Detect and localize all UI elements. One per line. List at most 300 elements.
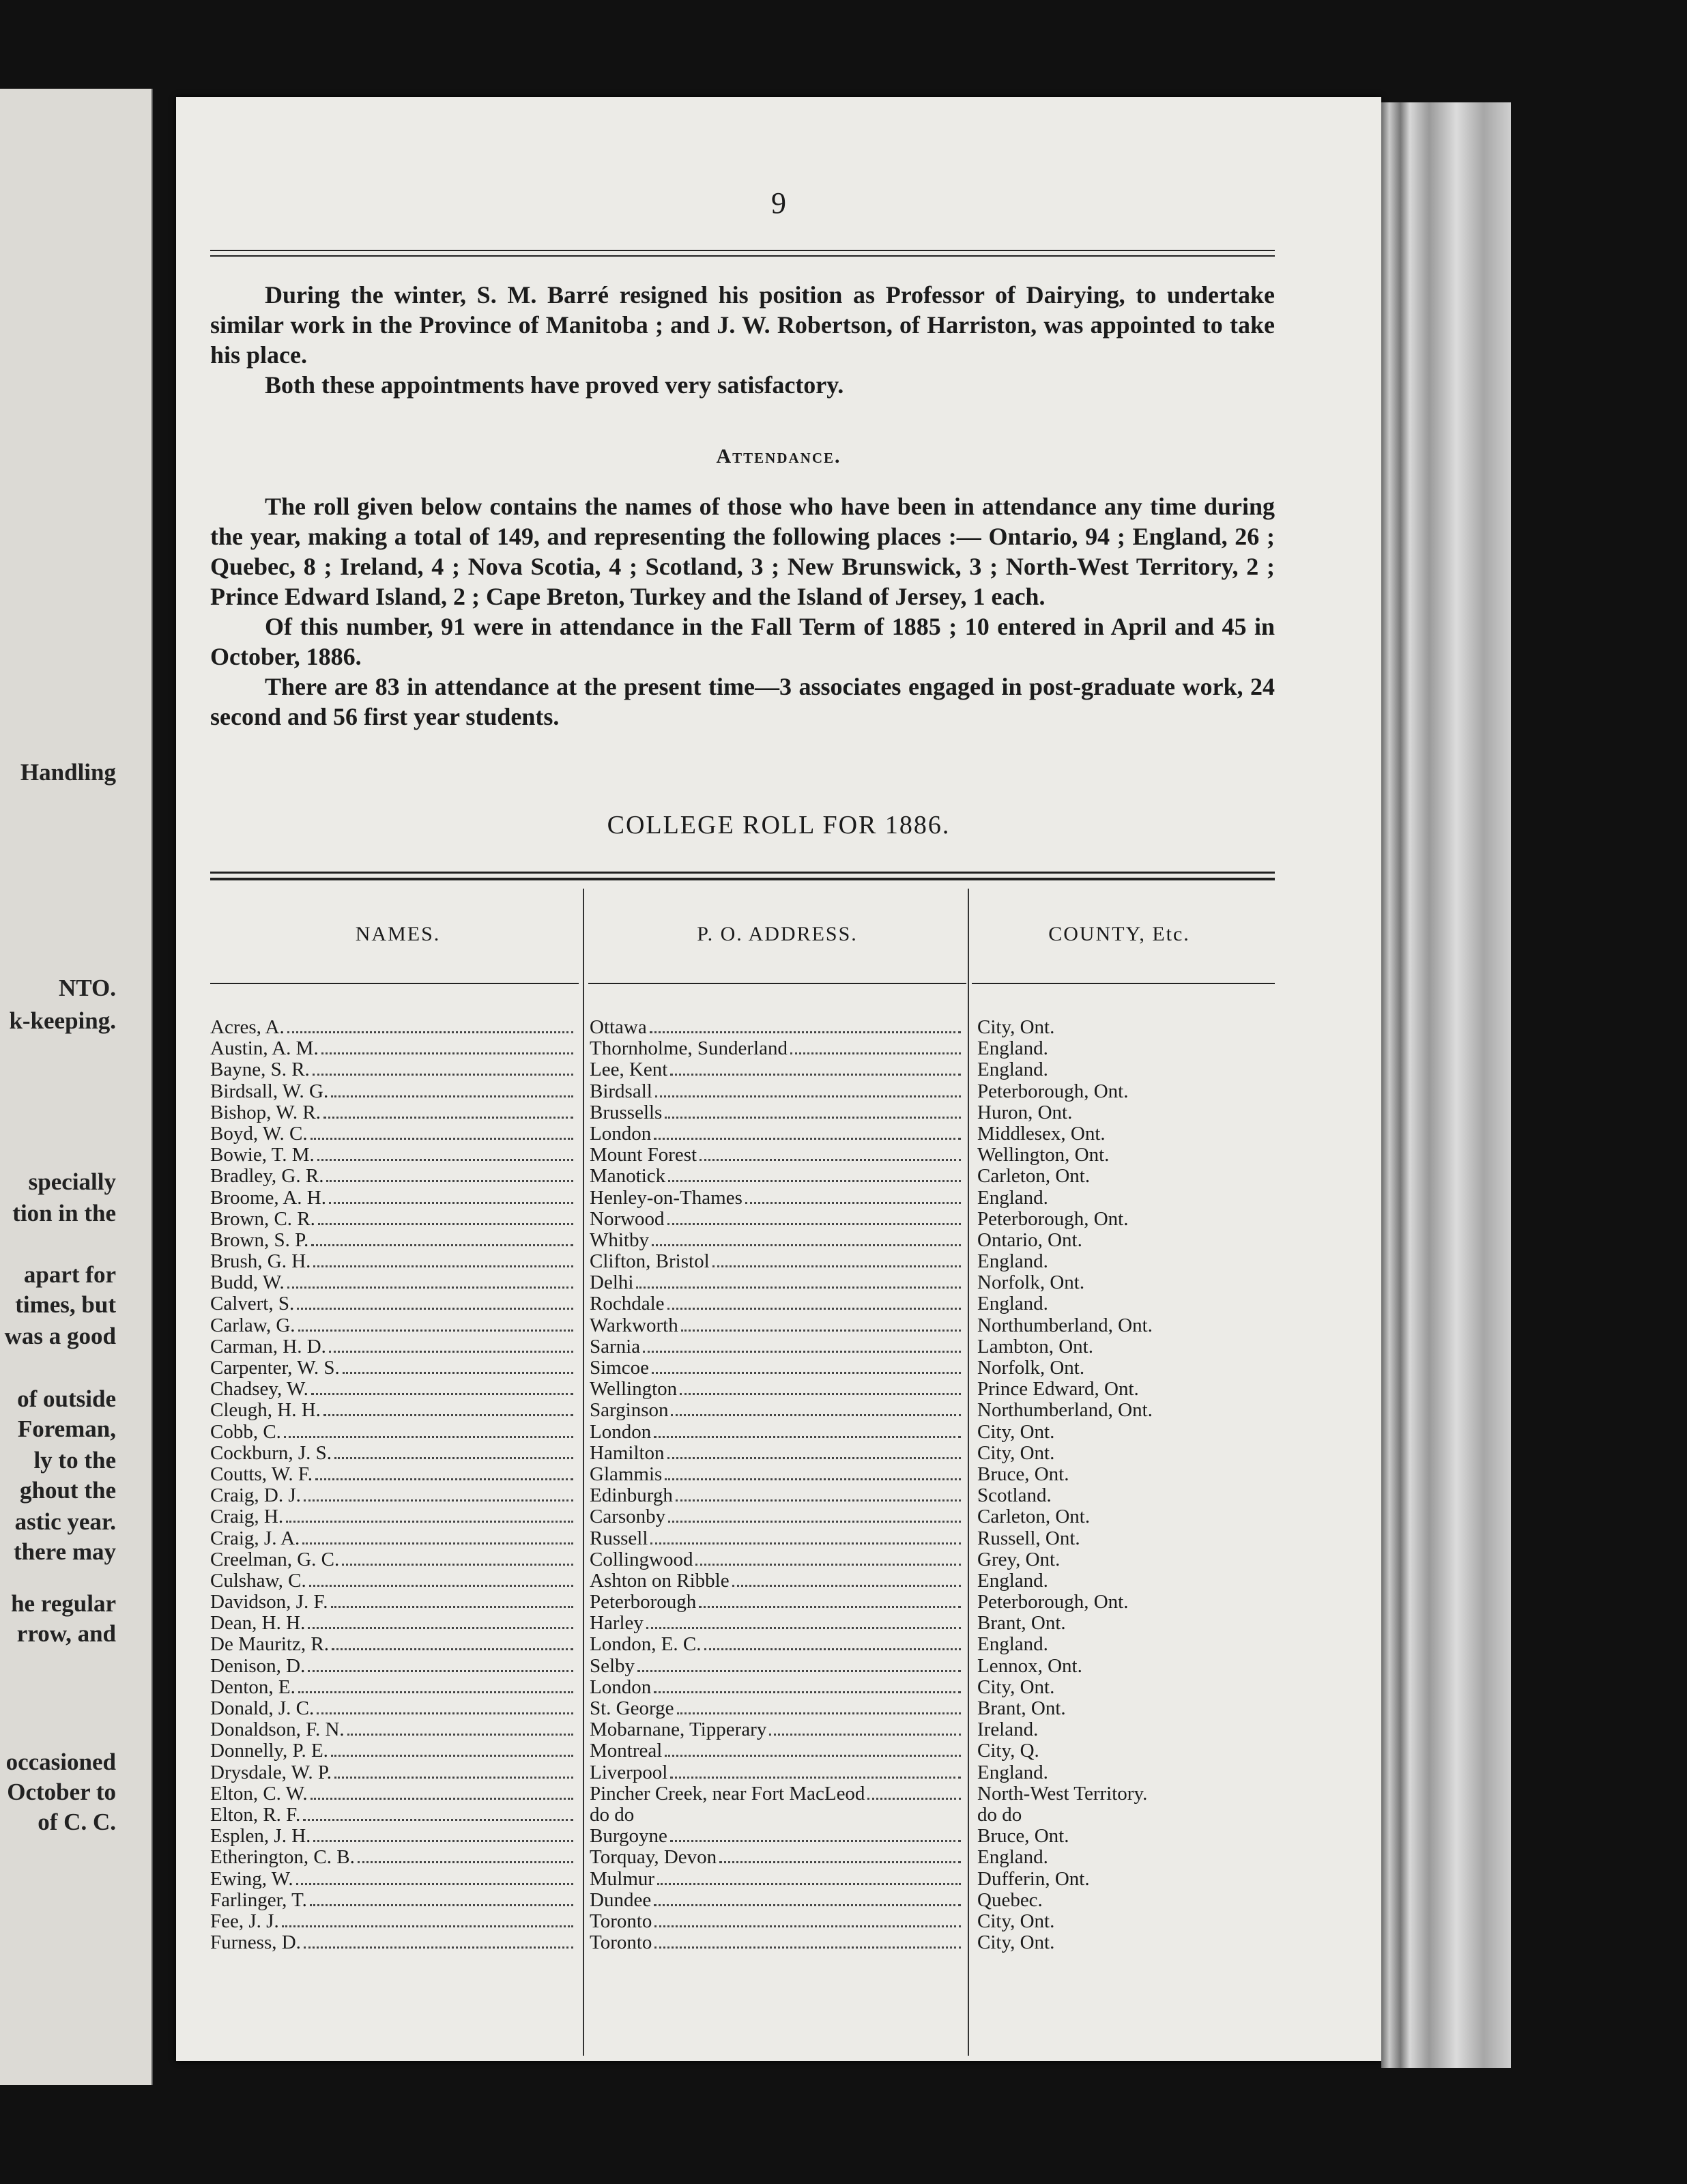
roll-name-cell (210, 1017, 576, 1038)
roll-address-text: Dundee (590, 1889, 652, 1911)
roll-name-cell (210, 1379, 576, 1400)
roll-address-text: Torquay, Devon (590, 1847, 717, 1869)
roll-name-text: Esplen, J. H. (210, 1826, 311, 1848)
roll-county-text: Northumberland, Ont. (977, 1400, 1153, 1422)
roll-address-cell (590, 1400, 964, 1421)
dot-leader (667, 1308, 961, 1310)
roll-county-text: City, Ont. (977, 1421, 1055, 1443)
dot-leader (302, 1542, 573, 1544)
facing-page-fragment: of outside (17, 1385, 116, 1412)
dot-leader (652, 1244, 961, 1246)
roll-name-cell (210, 1656, 576, 1677)
roll-address-text: Mulmur (590, 1868, 655, 1890)
dot-leader (331, 1606, 574, 1608)
roll-address-cell (590, 1762, 964, 1783)
dot-leader (665, 1755, 961, 1757)
dot-leader (297, 1308, 573, 1310)
roll-county-cell (977, 1400, 1271, 1421)
roll-address-text: London, E. C. (590, 1634, 702, 1656)
roll-address-cell (590, 1740, 964, 1762)
roll-county-cell (977, 1656, 1271, 1677)
dot-leader (286, 1521, 573, 1523)
roll-county-text: Lennox, Ont. (977, 1655, 1082, 1677)
roll-county-cell (977, 1549, 1271, 1570)
roll-address-cell (590, 1443, 964, 1464)
roll-name-cell (210, 1869, 576, 1890)
roll-name-cell (210, 1272, 576, 1293)
roll-county-cell (977, 1145, 1271, 1166)
facing-page-fragment: times, but (15, 1291, 116, 1318)
roll-address-text: Sarnia (590, 1336, 641, 1357)
roll-name-cell (210, 1166, 576, 1187)
header-rule (210, 255, 1275, 257)
roll-county-text: Norfolk, Ont. (977, 1357, 1085, 1379)
roll-address-text: Carsonby (590, 1506, 666, 1528)
roll-address-text: Sarginson (590, 1400, 669, 1422)
roll-county-cell (977, 1826, 1271, 1847)
dot-leader (326, 1180, 573, 1182)
dot-leader (646, 1627, 961, 1629)
dot-leader (298, 1330, 573, 1332)
roll-address-text: London (590, 1421, 652, 1443)
dot-leader (654, 1691, 961, 1693)
dot-leader (298, 1691, 573, 1693)
roll-county-cell (977, 1677, 1271, 1698)
roll-name-text: Coutts, W. F. (210, 1463, 313, 1485)
facing-page-fragment: ghout the (20, 1477, 116, 1504)
dot-leader (650, 1031, 961, 1033)
roll-address-text: Henley-on-Thames (590, 1187, 742, 1209)
dot-leader (699, 1606, 961, 1608)
roll-address-text: Collingwood (590, 1549, 693, 1570)
roll-county-cell (977, 1719, 1271, 1740)
roll-county-text: North-West Territory. (977, 1783, 1148, 1805)
roll-county-text: England. (977, 1251, 1048, 1273)
column-divider (968, 889, 969, 2056)
roll-name-cell (210, 1677, 576, 1698)
roll-name-cell (210, 1740, 576, 1762)
roll-county-cell (977, 1166, 1271, 1187)
dot-leader (657, 1883, 961, 1885)
roll-county-text: England. (977, 1187, 1048, 1209)
roll-address-cell (590, 1188, 964, 1209)
roll-name-text: Brush, G. H. (210, 1251, 311, 1273)
roll-address-text: Simcoe (590, 1357, 649, 1379)
roll-county-text: Norfolk, Ont. (977, 1272, 1085, 1294)
facing-page-fragment: ly to the (33, 1447, 116, 1474)
roll-name-cell (210, 1634, 576, 1655)
roll-county-cell (977, 1847, 1271, 1868)
facing-page-fragment: there may (14, 1538, 116, 1565)
roll-address-text: Pincher Creek, near Fort MacLeod (590, 1783, 865, 1805)
roll-county-text: City, Q. (977, 1740, 1039, 1762)
roll-name-cell (210, 1059, 576, 1080)
roll-name-cell (210, 1506, 576, 1527)
roll-county-cell (977, 1762, 1271, 1783)
dot-leader (652, 1372, 961, 1374)
dot-leader (358, 1861, 573, 1863)
roll-county-text: City, Ont. (977, 1442, 1055, 1464)
roll-name-text: Acres, A. (210, 1017, 285, 1038)
roll-county-text: Huron, Ont. (977, 1102, 1073, 1123)
roll-name-text: Calvert, S. (210, 1293, 295, 1315)
roll-name-cell (210, 1911, 576, 1932)
roll-county-cell (977, 1613, 1271, 1634)
roll-address-cell (590, 1464, 964, 1485)
roll-county-text: Northumberland, Ont. (977, 1314, 1153, 1336)
dot-leader (667, 1457, 961, 1459)
roll-address-text: Norwood (590, 1208, 665, 1230)
facing-page-fragment: apart for (23, 1261, 116, 1288)
roll-name-cell (210, 1293, 576, 1314)
dot-leader (676, 1499, 961, 1502)
roll-county-text: Peterborough, Ont. (977, 1080, 1129, 1102)
facing-page-fragment: was a good (4, 1323, 116, 1349)
dot-leader (311, 1798, 573, 1800)
dot-leader (308, 1627, 573, 1629)
roll-county-cell (977, 1188, 1271, 1209)
county-column (977, 1017, 1271, 1953)
roll-address-cell (590, 1336, 964, 1357)
dot-leader (670, 1074, 961, 1076)
roll-name-text: Furness, D. (210, 1932, 301, 1954)
roll-name-text: Cleugh, H. H. (210, 1400, 321, 1422)
roll-county-text: Bruce, Ont. (977, 1826, 1069, 1848)
roll-name-text: Carpenter, W. S. (210, 1357, 340, 1379)
roll-county-text: Scotland. (977, 1485, 1052, 1507)
dot-leader (665, 1478, 961, 1480)
roll-address-text: Wellington (590, 1379, 678, 1400)
dot-leader (667, 1223, 961, 1225)
dot-leader (313, 1074, 573, 1076)
roll-name-cell (210, 1485, 576, 1506)
roll-address-text: Birdsall (590, 1080, 652, 1102)
dot-leader (334, 1457, 573, 1459)
dot-leader (296, 1883, 573, 1885)
roll-name-cell (210, 1549, 576, 1570)
roll-county-text: Peterborough, Ont. (977, 1592, 1129, 1613)
roll-address-cell (590, 1230, 964, 1251)
facing-page-fragment: October to (7, 1779, 116, 1805)
roll-address-cell (590, 1698, 964, 1719)
dot-leader (665, 1117, 961, 1119)
roll-name-cell (210, 1719, 576, 1740)
dot-leader (867, 1798, 961, 1800)
roll-address-cell (590, 1357, 964, 1379)
roll-name-cell (210, 1400, 576, 1421)
roll-address-text: Russell (590, 1527, 648, 1549)
dot-leader (655, 1095, 961, 1097)
column-divider (583, 889, 584, 2056)
roll-name-cell (210, 1613, 576, 1634)
roll-name-text: Farlinger, T. (210, 1889, 307, 1911)
attendance-text (210, 491, 1275, 732)
roll-name-cell (210, 1145, 576, 1166)
roll-address-cell (590, 1549, 964, 1570)
roll-county-cell (977, 1634, 1271, 1655)
roll-county-text: Wellington, Ont. (977, 1145, 1110, 1166)
roll-address-cell (590, 1570, 964, 1592)
roll-county-cell (977, 1230, 1271, 1251)
roll-name-text: Budd, W. (210, 1272, 285, 1294)
roll-address-cell (590, 1805, 964, 1826)
roll-county-text: City, Ont. (977, 1932, 1055, 1954)
roll-address-cell (590, 1932, 964, 1953)
roll-address-cell (590, 1890, 964, 1911)
roll-name-cell (210, 1123, 576, 1145)
roll-name-cell (210, 1528, 576, 1549)
roll-address-text: London (590, 1123, 652, 1145)
dot-leader (654, 1436, 961, 1438)
address-column (590, 1017, 964, 1953)
roll-county-text: Middlesex, Ont. (977, 1123, 1106, 1145)
roll-address-text: do do (590, 1804, 635, 1826)
roll-county-text: do do (977, 1804, 1022, 1826)
roll-name-cell (210, 1932, 576, 1953)
roll-name-text: Dean, H. H. (210, 1613, 306, 1635)
roll-county-text: Dufferin, Ont. (977, 1868, 1090, 1890)
roll-county-cell (977, 1805, 1271, 1826)
table-top-rule (210, 872, 1275, 874)
roll-address-cell (590, 1613, 964, 1634)
roll-county-text: Lambton, Ont. (977, 1336, 1093, 1357)
facing-page-fragment: specially (28, 1168, 116, 1195)
roll-address-text: Glammis (590, 1463, 663, 1485)
roll-county-cell (977, 1209, 1271, 1230)
dot-leader (668, 1180, 961, 1182)
facing-page-fragment: Handling (20, 759, 116, 786)
roll-county-text: England. (977, 1570, 1048, 1592)
roll-name-cell (210, 1251, 576, 1272)
dot-leader (636, 1287, 961, 1289)
facing-page-fragment: of C. C. (38, 1809, 116, 1835)
roll-county-text: Brant, Ont. (977, 1613, 1066, 1635)
dot-leader (310, 1904, 573, 1906)
roll-county-cell (977, 1443, 1271, 1464)
roll-address-cell (590, 1081, 964, 1102)
roll-name-cell (210, 1890, 576, 1911)
facing-page-fragment: NTO. (59, 975, 116, 1001)
dot-leader (719, 1861, 961, 1863)
dot-leader (670, 1840, 961, 1842)
dot-leader (343, 1372, 573, 1374)
roll-address-text: Mount Forest (590, 1145, 697, 1166)
roll-address-cell (590, 1166, 964, 1187)
roll-address-cell (590, 1592, 964, 1613)
roll-county-cell (977, 1890, 1271, 1911)
roll-county-cell (977, 1592, 1271, 1613)
roll-name-text: Drysdale, W. P. (210, 1762, 332, 1783)
header-rule (210, 250, 1275, 251)
roll-county-cell (977, 1528, 1271, 1549)
roll-name-text: Birdsall, W. G. (210, 1080, 329, 1102)
roll-address-cell (590, 1059, 964, 1080)
dot-leader (643, 1351, 961, 1353)
roll-address-text: Selby (590, 1655, 635, 1677)
roll-name-text: Donnelly, P. E. (210, 1740, 328, 1762)
roll-address-cell (590, 1911, 964, 1932)
roll-name-cell (210, 1783, 576, 1805)
roll-county-cell (977, 1464, 1271, 1485)
roll-address-text: Brussells (590, 1102, 663, 1123)
roll-address-text: Liverpool (590, 1762, 668, 1783)
roll-address-text: Clifton, Bristol (590, 1251, 710, 1273)
roll-address-text: Edinburgh (590, 1485, 673, 1507)
roll-name-text: Chadsey, W. (210, 1379, 308, 1400)
book-page-edges (1381, 102, 1511, 2068)
roll-address-cell (590, 1783, 964, 1805)
roll-county-text: England. (977, 1762, 1048, 1783)
roll-county-cell (977, 1783, 1271, 1805)
dot-leader (681, 1330, 961, 1332)
dot-leader (704, 1648, 961, 1650)
roll-address-text: Lee, Kent (590, 1059, 668, 1081)
dot-leader (712, 1265, 961, 1267)
roll-county-cell (977, 1315, 1271, 1336)
intro-paragraph: Both these appointments have proved very satisfactory. (265, 371, 844, 399)
roll-county-text: Ontario, Ont. (977, 1229, 1082, 1251)
roll-county-text: England. (977, 1293, 1048, 1315)
roll-name-cell (210, 1357, 576, 1379)
facing-page-fragment: astic year. (14, 1508, 116, 1535)
roll-name-text: Brown, S. P. (210, 1229, 309, 1251)
roll-county-cell (977, 1698, 1271, 1719)
roll-name-text: Ewing, W. (210, 1868, 293, 1890)
roll-name-text: Denison, D. (210, 1655, 306, 1677)
roll-name-text: Boyd, W. C. (210, 1123, 308, 1145)
roll-name-cell (210, 1464, 576, 1485)
roll-county-text: Carleton, Ont. (977, 1166, 1091, 1188)
dot-leader (311, 1393, 573, 1395)
roll-name-text: De Mauritz, R. (210, 1634, 329, 1656)
dot-leader (329, 1202, 573, 1204)
roll-address-text: Ottawa (590, 1017, 647, 1038)
roll-address-cell (590, 1102, 964, 1123)
header-underline (588, 983, 966, 984)
roll-name-text: Cobb, C. (210, 1421, 281, 1443)
dot-leader (318, 1223, 573, 1225)
roll-county-cell (977, 1059, 1271, 1080)
dot-leader (745, 1202, 961, 1204)
roll-county-cell (977, 1251, 1271, 1272)
facing-page-fragment: k-keeping. (9, 1007, 116, 1034)
roll-county-cell (977, 1293, 1271, 1314)
roll-address-cell (590, 1869, 964, 1890)
dot-leader (323, 1117, 573, 1119)
roll-name-cell (210, 1102, 576, 1123)
dot-leader (668, 1521, 961, 1523)
roll-county-text: England. (977, 1059, 1048, 1081)
dot-leader (287, 1287, 573, 1289)
dot-leader (282, 1925, 573, 1927)
roll-county-cell (977, 1932, 1271, 1953)
attendance-heading: Attendance. (716, 445, 841, 468)
roll-address-text: Delhi (590, 1272, 634, 1294)
dot-leader (670, 1777, 961, 1779)
roll-name-text: Denton, E. (210, 1676, 295, 1698)
roll-name-text: Creelman, G. C. (210, 1549, 340, 1570)
roll-address-cell (590, 1656, 964, 1677)
roll-county-cell (977, 1740, 1271, 1762)
dot-leader (317, 1712, 573, 1714)
dot-leader (671, 1414, 961, 1416)
dot-leader (790, 1052, 961, 1054)
roll-county-text: City, Ont. (977, 1910, 1055, 1932)
roll-county-text: England. (977, 1038, 1048, 1060)
roll-county-text: Prince Edward, Ont. (977, 1379, 1139, 1400)
roll-name-text: Elton, R. F. (210, 1804, 301, 1826)
roll-address-cell (590, 1315, 964, 1336)
roll-county-text: Brant, Ont. (977, 1698, 1066, 1719)
roll-address-cell (590, 1123, 964, 1145)
roll-name-cell (210, 1698, 576, 1719)
dot-leader (321, 1052, 573, 1054)
header-underline (972, 983, 1275, 984)
roll-name-cell (210, 1847, 576, 1868)
roll-name-cell (210, 1422, 576, 1443)
roll-county-text: England. (977, 1847, 1048, 1869)
roll-county-cell (977, 1379, 1271, 1400)
dot-leader (309, 1585, 573, 1587)
roll-address-cell (590, 1017, 964, 1038)
dot-leader (308, 1670, 573, 1672)
attendance-paragraph: The roll given below contains the names of those who have been in attendance any time during the year, making a total of 149, and representing the following places :— Ontario, 94 ; England, 26 ; Quebec, 8 ; Ireland, 4 ; Nova Scotia, 4 ; Scotland, 3 ; New Brunswick, 3 ; North-West Territory, 2 ; Prince Edward Island, 2 ; Cape Breton, Turkey and the Island of Jersey, 1 each. (210, 493, 1275, 610)
roll-county-cell (977, 1357, 1271, 1379)
intro-text (210, 280, 1275, 400)
roll-name-text: Donald, J. C. (210, 1698, 315, 1719)
roll-county-cell (977, 1570, 1271, 1592)
facing-page-fragment: he regular (11, 1590, 116, 1617)
roll-address-text: Rochdale (590, 1293, 665, 1315)
roll-address-text: Toronto (590, 1910, 652, 1932)
roll-address-text: St. George (590, 1698, 674, 1719)
roll-address-text: Whitby (590, 1229, 649, 1251)
roll-name-text: Donaldson, F. N. (210, 1719, 345, 1741)
roll-address-cell (590, 1634, 964, 1655)
dot-leader (315, 1478, 573, 1480)
roll-name-text: Etherington, C. B. (210, 1847, 355, 1869)
roll-county-cell (977, 1911, 1271, 1932)
roll-county-cell (977, 1272, 1271, 1293)
col-header-names: NAMES. (355, 923, 441, 945)
roll-address-text: Manotick (590, 1166, 666, 1188)
dot-leader (650, 1542, 961, 1544)
roll-county-text: Grey, Ont. (977, 1549, 1061, 1570)
dot-leader (317, 1159, 573, 1161)
dot-leader (287, 1031, 573, 1033)
dot-leader (654, 1946, 961, 1949)
roll-address-text: Peterborough (590, 1592, 697, 1613)
roll-name-text: Bishop, W. R. (210, 1102, 321, 1123)
dot-leader (313, 1265, 573, 1267)
roll-address-text: Ashton on Ribble (590, 1570, 730, 1592)
roll-address-cell (590, 1209, 964, 1230)
dot-leader (332, 1648, 573, 1650)
roll-county-cell (977, 1422, 1271, 1443)
dot-leader (331, 1755, 573, 1757)
dot-leader (654, 1925, 961, 1927)
roll-name-cell (210, 1038, 576, 1059)
roll-name-text: Fee, J. J. (210, 1910, 279, 1932)
roll-county-text: England. (977, 1634, 1048, 1656)
roll-county-cell (977, 1869, 1271, 1890)
roll-county-cell (977, 1038, 1271, 1059)
roll-title: COLLEGE ROLL FOR 1886. (607, 811, 951, 839)
roll-name-text: Davidson, J. F. (210, 1592, 328, 1613)
roll-name-text: Bowie, T. M. (210, 1145, 315, 1166)
table-top-rule (210, 878, 1275, 880)
roll-address-text: Warkworth (590, 1314, 678, 1336)
